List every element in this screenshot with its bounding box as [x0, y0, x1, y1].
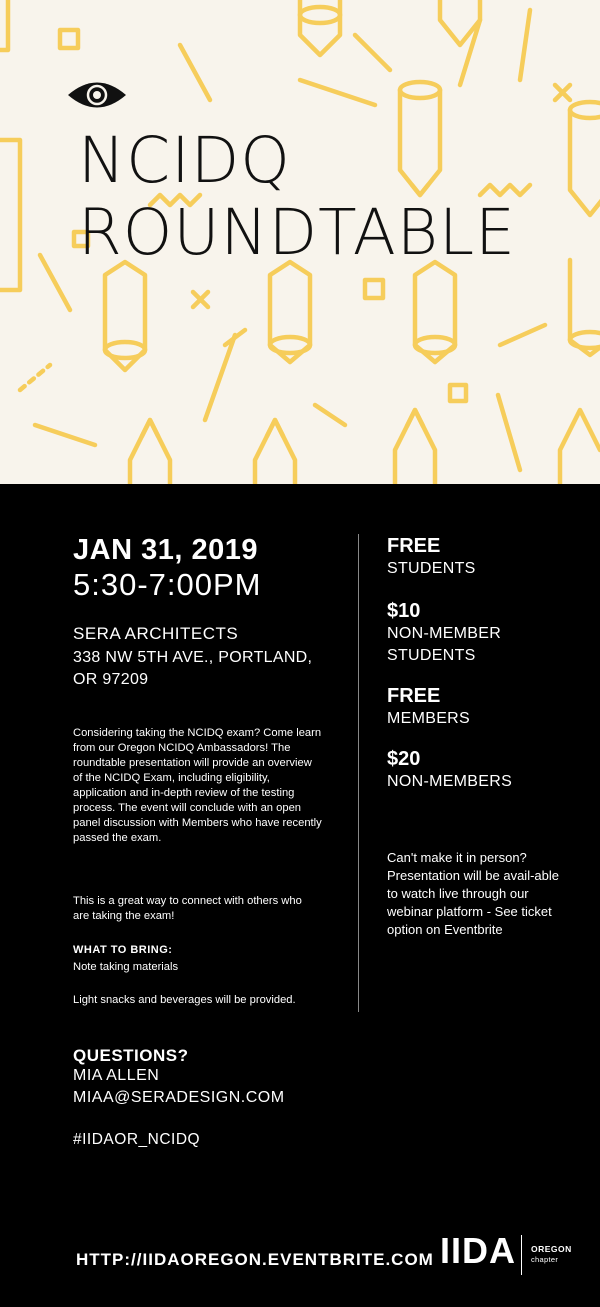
contact-email-link[interactable]: MIAA@SERADESIGN.COM: [73, 1089, 285, 1106]
title-line-1: NCIDQ: [78, 124, 291, 197]
questions-heading: QUESTIONS?: [73, 1046, 189, 1065]
event-description: Considering taking the NCIDQ exam? Come learn from our Oregon NCIDQ Ambassadors! The roundtable presentation will provide an overview of the NCIDQ Exam, including eligibility, application and in-depth review of the testing process. The event will conclude with an open panel discussion with Members who have recently passed the exam.: [73, 727, 322, 844]
contact-name: MIA ALLEN: [73, 1067, 160, 1084]
remote-attendance-text: Can't make it in person? Presentation will be avail-able to watch live through our webinar platform - See ticket option on Eventbrite: [387, 850, 559, 937]
logo-chapter-label: chapter: [531, 1255, 559, 1264]
what-to-bring-heading: WHAT TO BRING:: [73, 944, 173, 956]
iida-logo-text: IIDA: [440, 1230, 516, 1271]
price-tier: [387, 747, 587, 793]
price-tier: [387, 534, 587, 580]
price-audience: NON-MEMBER STUDENTS: [387, 625, 502, 664]
price-amount: $20: [387, 748, 421, 770]
eye-logo-icon: [68, 80, 126, 110]
price-amount: FREE: [387, 685, 441, 707]
price-amount: FREE: [387, 535, 441, 557]
price-tier: [387, 684, 587, 730]
snacks-text: Light snacks and beverages will be provided.: [73, 994, 296, 1006]
eventbrite-link[interactable]: HTTP://IIDAOREGON.EVENTBRITE.COM: [76, 1250, 434, 1269]
event-venue: SERA ARCHITECTS: [73, 624, 239, 643]
event-hashtag: #IIDAOR_NCIDQ: [73, 1131, 201, 1148]
price-audience: NON-MEMBERS: [387, 773, 513, 790]
price-amount: $10: [387, 600, 421, 622]
logo-chapter-name: OREGON: [531, 1244, 572, 1254]
column-divider: [358, 534, 359, 1012]
connect-text: This is a great way to connect with others who are taking the exam!: [73, 895, 302, 922]
what-to-bring-value: Note taking materials: [73, 961, 179, 973]
price-audience: MEMBERS: [387, 710, 470, 727]
hero-banner: [0, 0, 600, 484]
event-time: 5:30-7:00PM: [73, 567, 262, 602]
logo-divider: [521, 1235, 522, 1275]
event-date: JAN 31, 2019: [73, 534, 258, 566]
title-line-2: ROUNDTABLE: [78, 196, 516, 269]
price-audience: STUDENTS: [387, 560, 476, 577]
price-tier: [387, 599, 587, 667]
event-address: 338 NW 5TH AVE., PORTLAND, OR 97209: [73, 649, 313, 688]
event-details-panel: [0, 484, 600, 1307]
